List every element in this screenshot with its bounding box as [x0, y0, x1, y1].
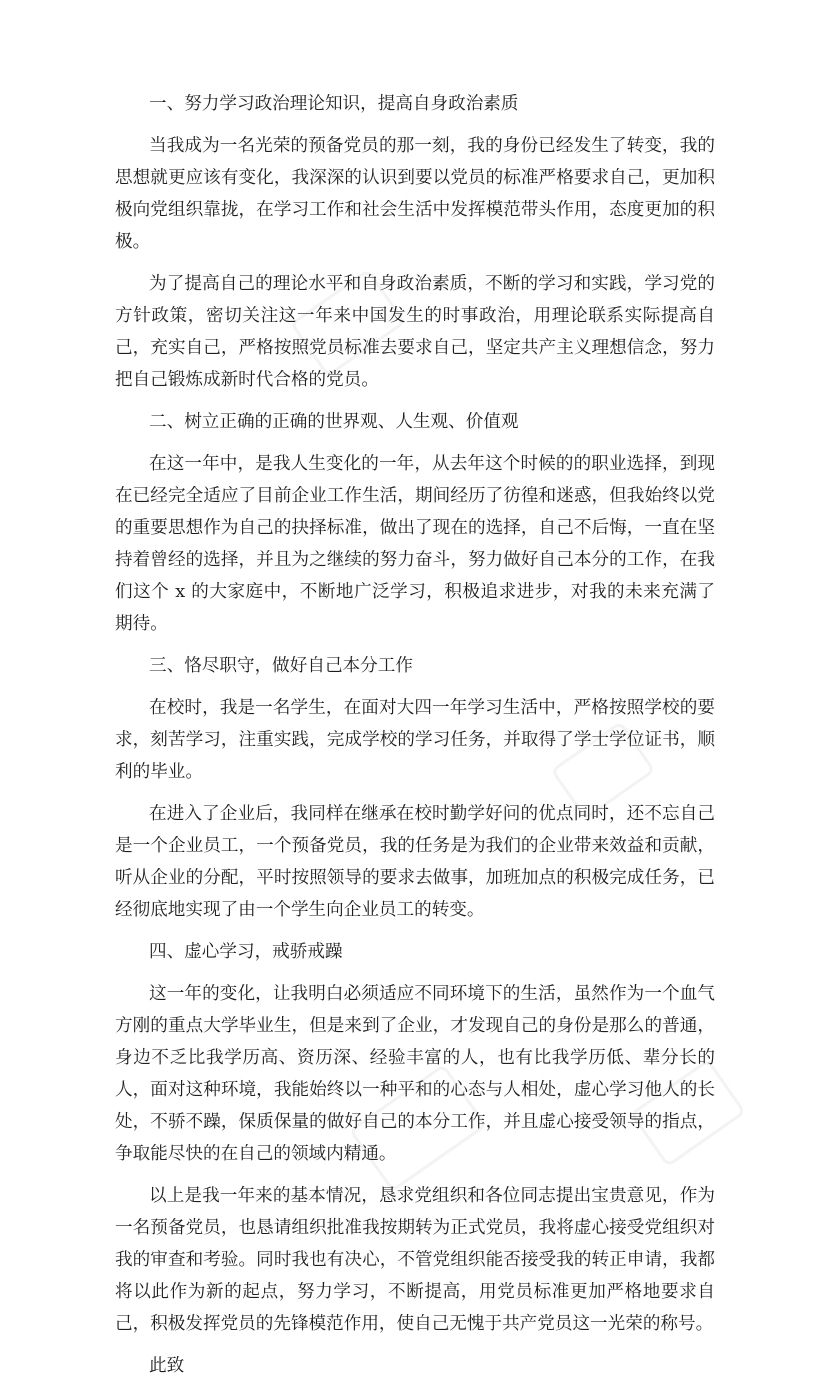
section-1-paragraph-2: 为了提高自己的理论水平和自身政治素质，不断的学习和实践，学习党的方针政策，密切关注这一年来中国发生的时事政治，用理论联系实际提高自己，充实自己，严格按照党员标准去要求自己，坚定共产主义理想信念，努力把自己锻炼成新时代合格的党员。	[115, 274, 715, 390]
section-4-paragraph-1: 这一年的变化，让我明白必须适应不同环境下的生活，虽然作为一个血气方刚的重点大学毕业生，但是来到了企业，才发现自己的身份是那么的普通，身边不乏比我学历高、资历深、经验丰富的人，也有比我学历低、辈分长的人，面对这种环境，我能始终以一种平和的心态与人相处，虚心学习他人的长处，不骄不躁，保质保量的做好自己的本分工作，并且虚心接受领导的指点，争取能尽快的在自己的领域内精通。	[115, 984, 715, 1164]
section-2-heading: 二、树立正确的正确的世界观、人生观、价值观	[149, 412, 519, 432]
closing-salutation: 此致	[149, 1356, 185, 1376]
section-3-paragraph-1: 在校时，我是一名学生，在面对大四一年学习生活中，严格按照学校的要求，刻苦学习，注重实践，完成学校的学习任务，并取得了学士学位证书，顺利的毕业。	[115, 698, 715, 782]
section-4-heading: 四、虚心学习，戒骄戒躁	[149, 942, 343, 962]
section-3-heading: 三、恪尽职守，做好自己本分工作	[149, 656, 413, 676]
section-1-heading: 一、努力学习政治理论知识，提高自身政治素质	[149, 94, 519, 114]
section-3-paragraph-2: 在进入了企业后，我同样在继承在校时勤学好问的优点同时，还不忘自己是一个企业员工，一个预备党员，我的任务是为我们的企业带来效益和贡献，听从企业的分配，平时按照领导的要求去做事，加班加点的积极完成任务，已经彻底地实现了由一个学生向企业员工的转变。	[115, 804, 715, 920]
section-2-paragraph-1: 在这一年中，是我人生变化的一年，从去年这个时候的的职业选择，到现在已经完全适应了目前企业工作生活，期间经历了彷徨和迷惑，但我始终以党的重要思想作为自己的抉择标准，做出了现在的选择，自己不后悔，一直在坚持着曾经的选择，并且为之继续的努力奋斗，努力做好自己本分的工作，在我们这个 x 的大家庭中，不断地广泛学习，积极追求进步，对我的未来充满了期待。	[115, 454, 715, 634]
document-body	[115, 88, 715, 1382]
section-4-paragraph-2: 以上是我一年来的基本情况，恳求党组织和各位同志提出宝贵意见，作为一名预备党员，也恳请组织批准我按期转为正式党员，我将虚心接受党组织对我的审查和考验。同时我也有决心，不管党组织能否接受我的转正申请，我都将以此作为新的起点，努力学习，不断提高，用党员标准更加严格地要求自己，积极发挥党员的先锋模范作用，使自己无愧于共产党员这一光荣的称号。	[115, 1186, 715, 1334]
section-1-paragraph-1: 当我成为一名光荣的预备党员的那一刻，我的身份已经发生了转变，我的思想就更应该有变化，我深深的认识到要以党员的标准严格要求自己，更加积极向党组织靠拢，在学习工作和社会生活中发挥模范带头作用，态度更加的积极。	[115, 136, 715, 252]
